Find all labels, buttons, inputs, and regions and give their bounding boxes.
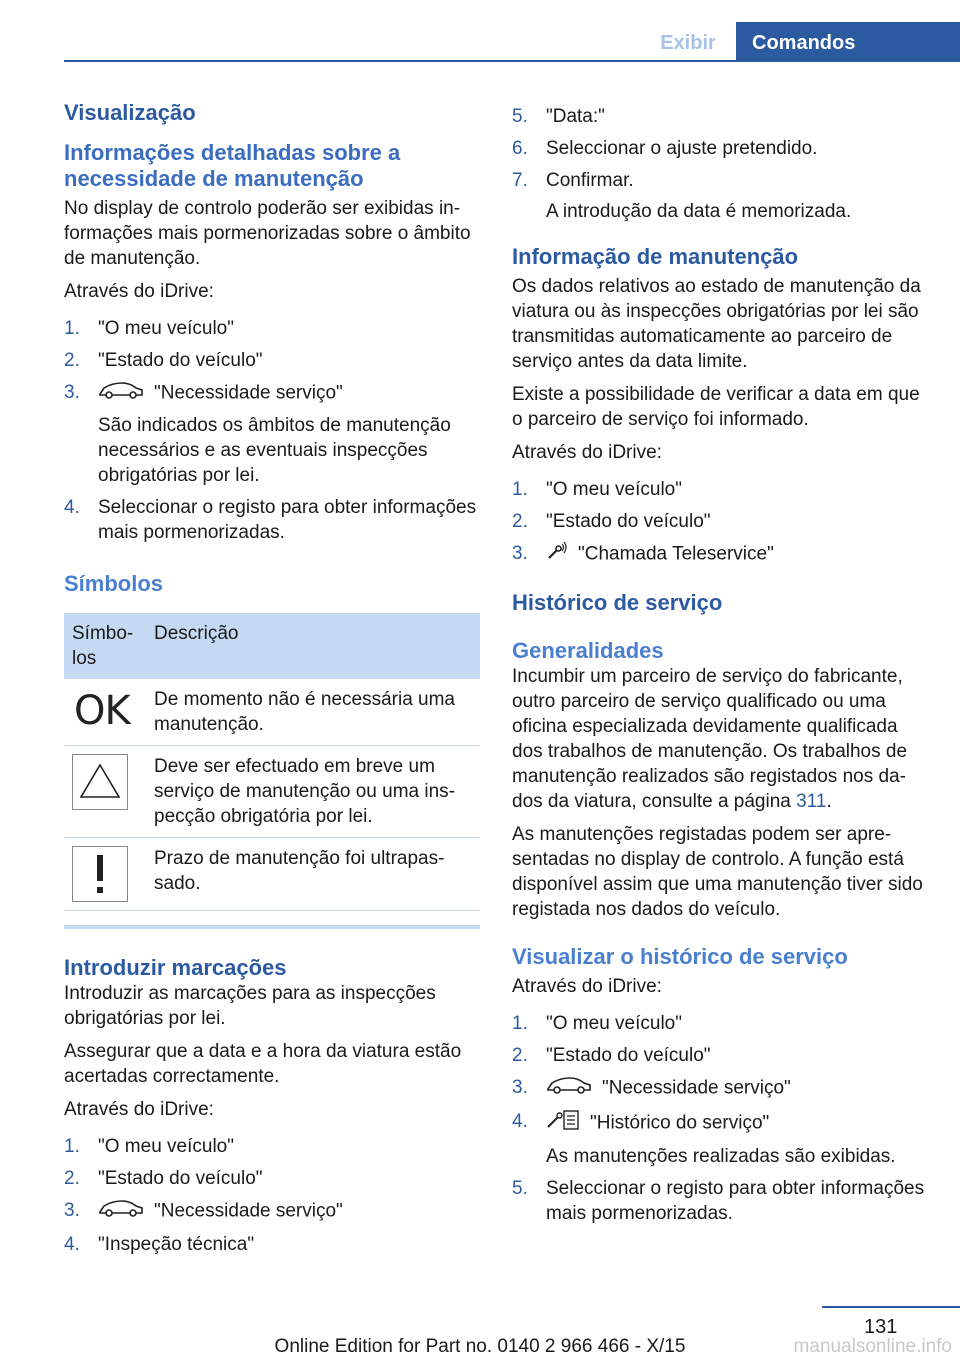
list-number: 1. — [64, 318, 80, 339]
list-number: 6. — [512, 138, 528, 159]
page-number: 131 — [864, 1316, 898, 1338]
list-number: 3. — [64, 382, 80, 403]
list-number: 4. — [64, 497, 80, 518]
list-item — [512, 541, 930, 568]
list-number: 5. — [512, 106, 528, 127]
list-item — [512, 477, 930, 502]
list-item — [512, 1011, 930, 1036]
service-history-icon — [546, 1109, 580, 1138]
list-item — [64, 316, 482, 341]
list-text: "Histórico do serviço" — [590, 1112, 770, 1134]
list-subtext: São indicados os âmbitos de manutenção necessários e as eventuais inspecções obrigatórias por lei. — [98, 415, 451, 486]
car-service-icon — [98, 380, 144, 407]
heading-historico: Histórico de serviço — [512, 590, 723, 615]
list-item — [512, 1075, 930, 1102]
right-column — [512, 104, 930, 1242]
page-link[interactable]: 311 — [796, 791, 827, 812]
list-text: "Estado do veículo" — [546, 1045, 711, 1066]
table-header: Símbo-los — [64, 613, 146, 679]
list-subtext: A introdução da data é memorizada. — [546, 201, 852, 222]
list-text: Seleccionar o ajuste pretendido. — [546, 138, 818, 159]
steps-list — [64, 1134, 482, 1257]
table-header: Descrição — [146, 613, 480, 679]
paragraph-text: Incumbir um parceiro de serviço do fabricante, outro parceiro de serviço qualificado ou uma oficina especializada devidamente qualificada dos trabalhos de manutenção. Os trabalhos de manutenção realizados são registados nos dados da viatura, consulte a página — [512, 666, 908, 812]
list-text: "Necessidade serviço" — [154, 1200, 343, 1222]
list-text: Seleccionar o registo para obter informações mais pormenorizadas. — [546, 1178, 925, 1224]
list-text: "Inspeção técnica" — [98, 1234, 255, 1255]
list-number: 2. — [64, 350, 80, 371]
table-row — [64, 679, 480, 746]
paragraph-text: . — [826, 791, 832, 812]
list-item — [64, 1166, 482, 1191]
list-number: 2. — [512, 1045, 528, 1066]
heading-visualizacao: Visualização — [64, 100, 196, 125]
list-item — [64, 1232, 482, 1257]
list-item — [512, 1043, 930, 1068]
heading-info-detalhadas: Informações detalhadas sobre a necessidade de manutenção — [64, 140, 401, 191]
list-text: "O meu veículo" — [98, 318, 234, 339]
list-number: 3. — [512, 1077, 528, 1098]
exclamation-icon — [72, 846, 128, 902]
list-number: 4. — [64, 1234, 80, 1255]
steps-list — [512, 477, 930, 568]
list-number: 1. — [512, 479, 528, 500]
header-tab-exibir[interactable]: Exibir — [660, 32, 716, 54]
list-item — [512, 1176, 930, 1226]
paragraph: Através do iDrive: — [64, 1099, 214, 1120]
steps-list — [512, 1011, 930, 1226]
list-text: "Estado do veículo" — [98, 1168, 263, 1189]
paragraph: Através do iDrive: — [64, 281, 214, 302]
list-number: 2. — [64, 1168, 80, 1189]
list-text: "Chamada Teleservice" — [578, 543, 774, 565]
list-item — [64, 348, 482, 373]
table-cell: De momento não é necessária uma manutenção. — [146, 679, 480, 746]
paragraph: As manutenções registadas podem ser apresentadas no display de controlo. A função está disponível assim que uma manutenção tiver sido registada nos dados do veículo. — [512, 824, 923, 920]
list-number: 1. — [64, 1136, 80, 1157]
list-text: "O meu veículo" — [546, 1013, 682, 1034]
watermark: manualsonline.info — [793, 1336, 952, 1357]
paragraph: Existe a possibilidade de verificar a data em que o parceiro de serviço foi informado. — [512, 384, 920, 430]
paragraph: Através do iDrive: — [512, 442, 662, 463]
table-cell: Prazo de manutenção foi ultrapassado. — [146, 838, 480, 911]
list-subtext: As manutenções realizadas são exibidas. — [546, 1146, 896, 1167]
list-number: 3. — [64, 1200, 80, 1221]
list-text: "O meu veículo" — [546, 479, 682, 500]
steps-list — [512, 104, 930, 224]
list-item — [512, 1109, 930, 1169]
list-text: "Estado do veículo" — [546, 511, 711, 532]
list-item — [512, 104, 930, 129]
wrench-signal-icon — [546, 541, 568, 568]
paragraph: Através do iDrive: — [512, 976, 662, 997]
list-text: "Necessidade serviço" — [602, 1077, 791, 1099]
list-number: 2. — [512, 511, 528, 532]
warning-triangle-icon — [72, 754, 128, 810]
symbols-table — [64, 613, 480, 911]
footer-edition: Online Edition for Part no. 0140 2 966 466 - X/15 — [274, 1336, 686, 1357]
list-item — [512, 509, 930, 534]
car-service-icon — [546, 1075, 592, 1102]
heading-generalidades: Generalidades — [512, 638, 664, 663]
left-column — [64, 100, 482, 1273]
table-end-rule — [64, 925, 480, 929]
list-number: 3. — [512, 543, 528, 564]
list-item — [64, 495, 482, 545]
ok-icon: OK — [74, 688, 130, 734]
list-text: "Estado do veículo" — [98, 350, 263, 371]
paragraph — [512, 664, 930, 814]
paragraph: Assegurar que a data e a hora da viatura estão acertadas correctamente. — [64, 1041, 462, 1087]
paragraph: Introduzir as marcações para as inspecções obrigatórias por lei. — [64, 983, 436, 1029]
paragraph: Os dados relativos ao estado de manutenção da viatura ou às inspecções obrigatórias por lei são transmitidas automaticamente ao parceiro de serviço antes da data limite. — [512, 276, 921, 372]
list-item — [64, 380, 482, 488]
list-item — [512, 136, 930, 161]
heading-info-manutencao: Informação de manutenção — [512, 244, 799, 269]
table-cell: Deve ser efectuado em breve um serviço de manutenção ou uma inspecção obrigatória por lei. — [146, 746, 480, 838]
list-text: Confirmar. — [546, 170, 634, 191]
table-row — [64, 838, 480, 911]
header-tab-comandos[interactable]: Comandos — [736, 22, 960, 62]
list-text: "Necessidade serviço" — [154, 382, 343, 404]
table-row — [64, 746, 480, 838]
list-number: 1. — [512, 1013, 528, 1034]
heading-simbolos: Símbolos — [64, 571, 164, 596]
heading-visualizar-historico: Visualizar o histórico de serviço — [512, 944, 848, 969]
car-service-icon — [98, 1198, 144, 1225]
list-number: 7. — [512, 170, 528, 191]
list-item — [64, 1198, 482, 1225]
list-text: "Data:" — [546, 106, 605, 127]
list-number: 4. — [512, 1111, 528, 1132]
heading-introduzir: Introduzir marcações — [64, 955, 287, 980]
footer-rule — [822, 1306, 960, 1308]
paragraph: No display de controlo poderão ser exibidas informações mais pormenorizadas sobre o âmbito de manutenção. — [64, 198, 471, 269]
list-item — [512, 168, 930, 224]
list-item — [64, 1134, 482, 1159]
list-number: 5. — [512, 1178, 528, 1199]
steps-list — [64, 316, 482, 545]
list-text: Seleccionar o registo para obter informações mais pormenorizadas. — [98, 497, 477, 543]
list-text: "O meu veículo" — [98, 1136, 234, 1157]
